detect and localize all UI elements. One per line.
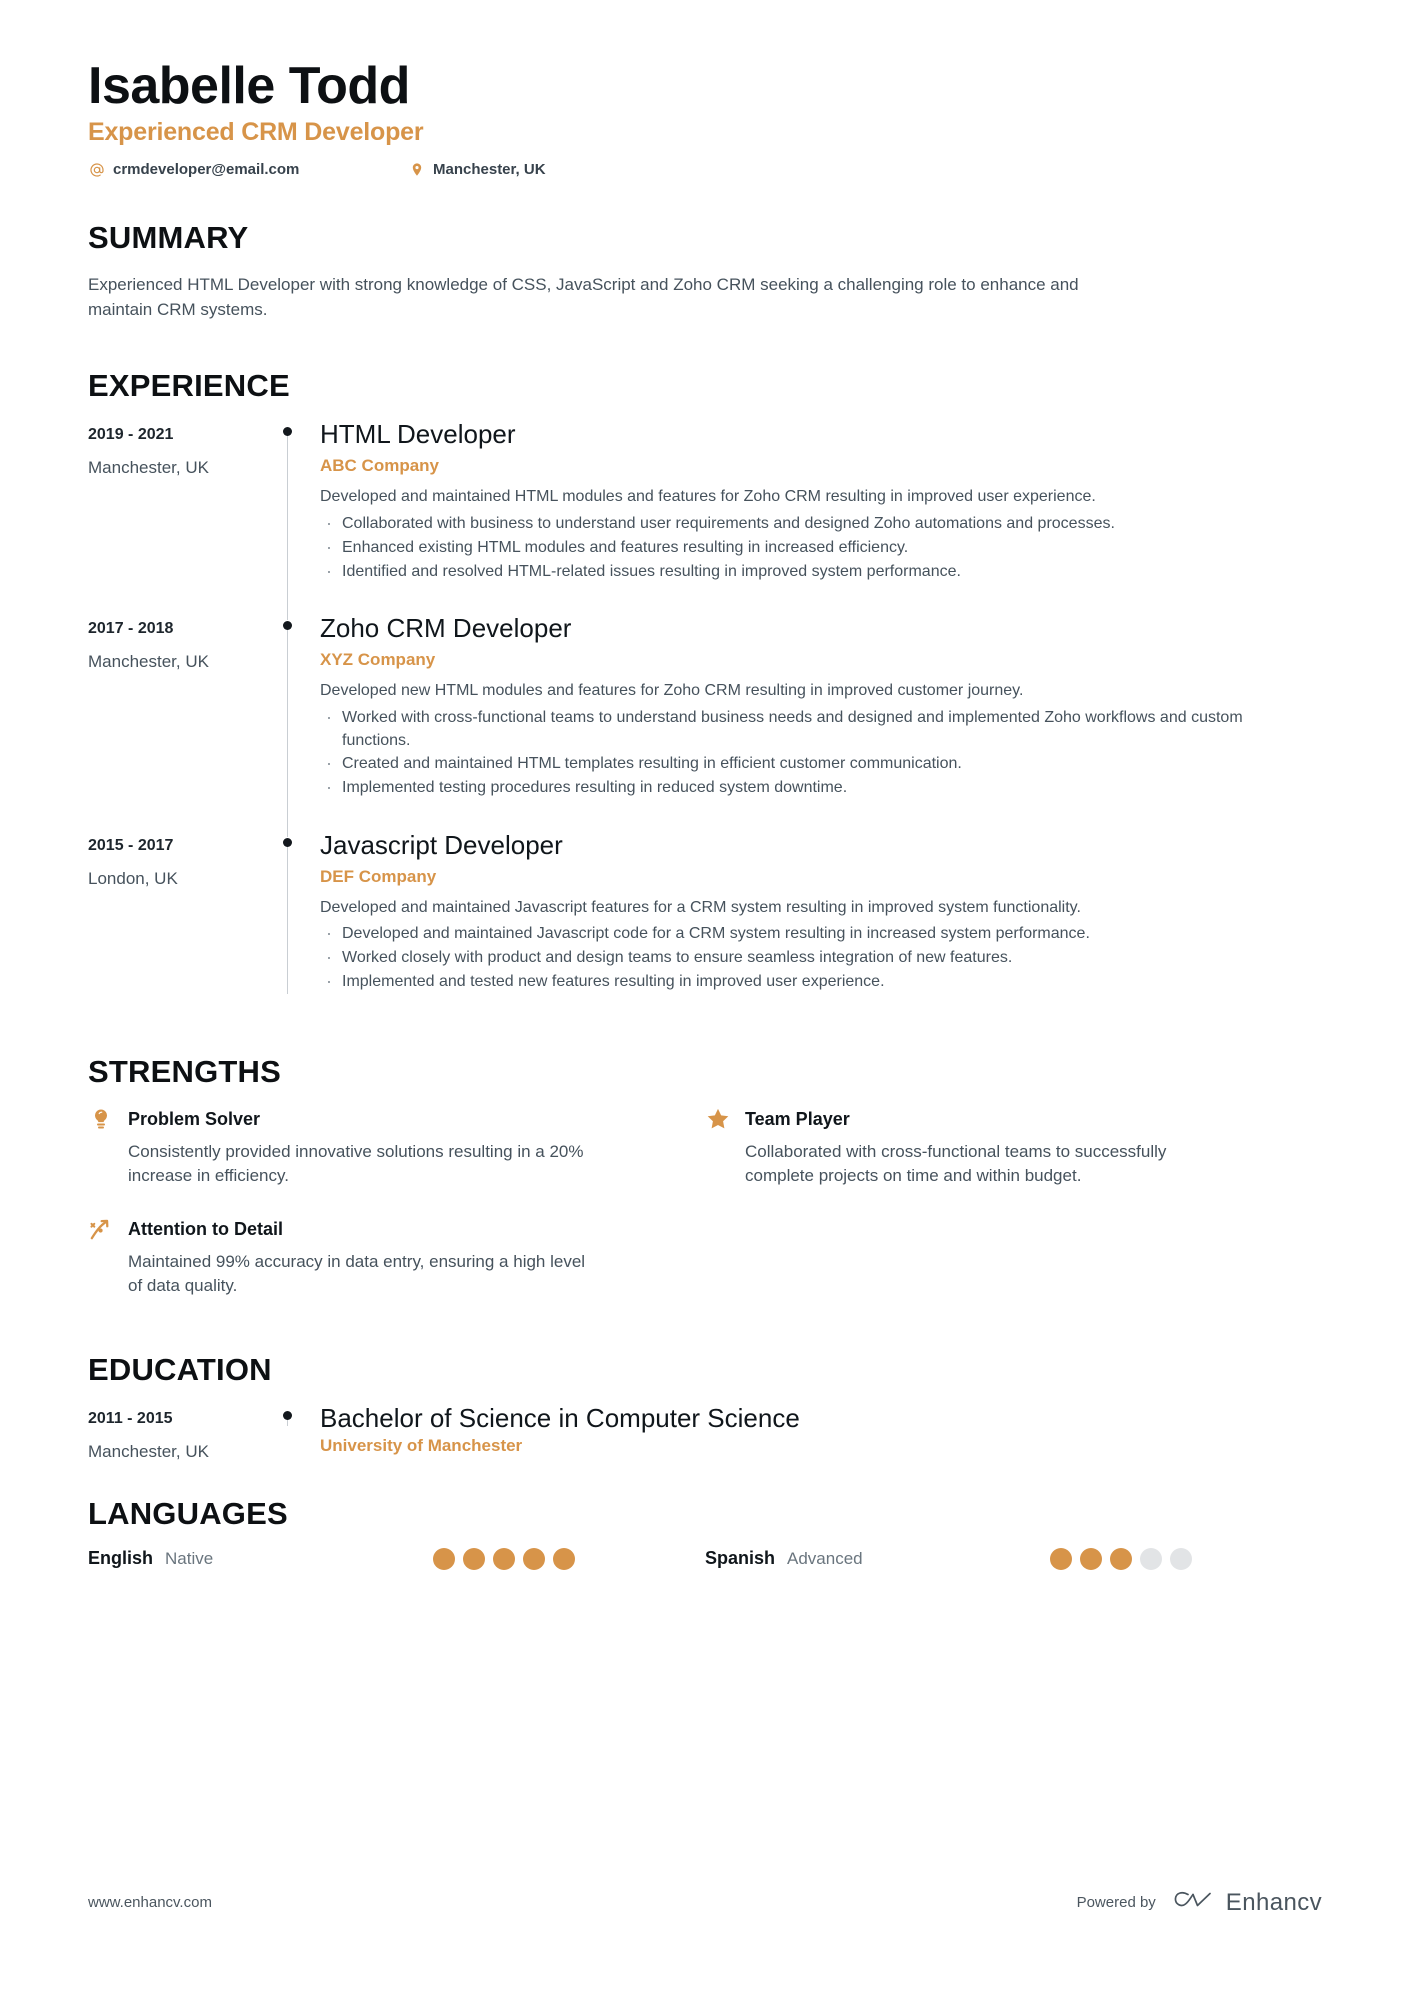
- entry-location: London, UK: [88, 868, 178, 888]
- strength-description: Collaborated with cross-functional teams to successfully complete projects on time and within budget.: [745, 1142, 1167, 1186]
- proficiency-dot-filled: [433, 1548, 455, 1570]
- entry-dates: 2017 - 2018: [88, 620, 174, 638]
- contact-location: [408, 161, 546, 178]
- footer-branding: [1077, 1888, 1322, 1917]
- entry-location: Manchester, UK: [88, 1441, 209, 1461]
- experience-company: ABC Company: [320, 456, 440, 476]
- experience-entry: [88, 831, 1322, 1025]
- proficiency-dot-empty: [1140, 1548, 1162, 1570]
- timeline-line: [287, 622, 288, 836]
- language-name: English: [88, 1548, 154, 1569]
- proficiency-dot-filled: [463, 1548, 485, 1570]
- experience-role: Javascript Developer: [320, 829, 563, 860]
- experience-bullet: · Enhanced existing HTML modules and features resulting in increased efficiency.: [320, 537, 1292, 560]
- summary-section-title: SUMMARY: [88, 220, 249, 256]
- experience-bullet: · Implemented testing procedures resulting in reduced system downtime.: [320, 777, 1292, 800]
- page-footer: [88, 1888, 1322, 1917]
- strength-description: Maintained 99% accuracy in data entry, ensuring a high level of data quality.: [128, 1252, 586, 1295]
- timeline-dot: [283, 1411, 292, 1420]
- experience-bullet: · Developed and maintained Javascript code for a CRM system resulting in increased system performance.: [320, 923, 1292, 946]
- experience-bullet-list: [320, 923, 1322, 993]
- entry-meta: [88, 1404, 278, 1466]
- entry-meta: [88, 831, 278, 1025]
- enhancv-brand: [1170, 1888, 1322, 1917]
- entry-meta: [88, 420, 278, 614]
- experience-list: [88, 420, 1322, 1024]
- language-item: [88, 1548, 705, 1570]
- powered-by-label: Powered by: [1076, 1894, 1156, 1911]
- language-proficiency-dots: [1050, 1548, 1322, 1570]
- experience-section-title: EXPERIENCE: [88, 368, 290, 404]
- strengths-section: [88, 1054, 1322, 1325]
- experience-company: XYZ Company: [320, 650, 436, 670]
- entry-location: Manchester, UK: [88, 458, 209, 478]
- entry-dates: 2015 - 2017: [88, 836, 174, 854]
- footer-website-url[interactable]: www.enhancv.com: [88, 1894, 212, 1911]
- summary-text: Experienced HTML Developer with strong knowledge of CSS, JavaScript and Zoho CRM seeking a challenging role to enhance and maintain CRM systems.: [88, 275, 1079, 320]
- resume-header: [88, 58, 1322, 178]
- experience-bullet: · Collaborated with business to understand user requirements and designed Zoho automations and processes.: [320, 513, 1292, 536]
- education-section-title: EDUCATION: [88, 1351, 272, 1387]
- strength-item: [88, 1106, 705, 1188]
- experience-bullet-list: [320, 513, 1322, 583]
- experience-bullet-list: [320, 707, 1322, 800]
- strength-header: [88, 1216, 665, 1242]
- trajectory-arrow-icon: [88, 1216, 114, 1242]
- entry-body: [320, 831, 1322, 1025]
- strengths-list: [88, 1106, 1322, 1325]
- experience-bullet: · Implemented and tested new features resulting in improved user experience.: [320, 971, 1292, 994]
- at-email-icon: [88, 161, 105, 178]
- strengths-section-title: STRENGTHS: [88, 1054, 281, 1090]
- experience-bullet: · Worked with cross-functional teams to understand business needs and designed and implemented Zoho workflows and custom functions.: [320, 707, 1292, 752]
- entry-meta: [88, 614, 278, 830]
- strength-title: Problem Solver: [128, 1108, 261, 1129]
- candidate-name: Isabelle Todd: [88, 57, 410, 115]
- education-entry: [88, 1404, 1322, 1466]
- language-name: Spanish: [705, 1548, 776, 1569]
- experience-description: Developed new HTML modules and features for Zoho CRM resulting in improved customer journey.: [320, 682, 1024, 700]
- education-degree: Bachelor of Science in Computer Science: [320, 1402, 800, 1433]
- education-list: [88, 1404, 1322, 1466]
- candidate-job-title: Experienced CRM Developer: [88, 118, 424, 147]
- education-section: [88, 1352, 1322, 1466]
- star-icon: [705, 1106, 731, 1132]
- strength-item: [88, 1216, 705, 1298]
- timeline-line: [287, 428, 288, 620]
- entry-body: [320, 420, 1322, 614]
- contact-row: [88, 161, 1322, 178]
- strength-item: [705, 1106, 1322, 1188]
- proficiency-dot-filled: [523, 1548, 545, 1570]
- entry-dates: 2019 - 2021: [88, 426, 174, 444]
- experience-company: DEF Company: [320, 866, 437, 886]
- proficiency-dot-filled: [1110, 1548, 1132, 1570]
- summary-section: [88, 220, 1322, 322]
- languages-section-title: LANGUAGES: [88, 1495, 288, 1531]
- experience-entry: [88, 420, 1322, 614]
- strength-description: Consistently provided innovative solutions resulting in a 20% increase in efficiency.: [128, 1142, 584, 1186]
- experience-role: Zoho CRM Developer: [320, 613, 572, 644]
- proficiency-dot-empty: [1170, 1548, 1192, 1570]
- entry-body: [320, 614, 1322, 830]
- timeline-marker: [278, 614, 320, 830]
- language-level: Native: [165, 1548, 214, 1568]
- experience-role: HTML Developer: [320, 419, 516, 450]
- timeline-line: [287, 839, 288, 995]
- experience-description: Developed and maintained Javascript features for a CRM system resulting in improved system functionality.: [320, 898, 1081, 916]
- location-pin-icon: [408, 161, 425, 178]
- contact-location-text: Manchester, UK: [433, 161, 546, 179]
- proficiency-dot-filled: [553, 1548, 575, 1570]
- languages-section: [88, 1496, 1322, 1570]
- proficiency-dot-filled: [1080, 1548, 1102, 1570]
- timeline-dot: [283, 621, 292, 630]
- proficiency-dot-filled: [493, 1548, 515, 1570]
- enhancv-brand-name: Enhancv: [1225, 1888, 1322, 1916]
- entry-dates: 2011 - 2015: [88, 1409, 173, 1427]
- experience-bullet: · Identified and resolved HTML-related issues resulting in improved system performance.: [320, 561, 1292, 584]
- experience-entry: [88, 614, 1322, 830]
- language-level: Advanced: [787, 1548, 863, 1568]
- timeline-marker: [278, 1404, 320, 1466]
- strength-title: Attention to Detail: [128, 1218, 283, 1239]
- timeline-dot: [283, 838, 292, 847]
- education-school: University of Manchester: [320, 1435, 523, 1455]
- timeline-dot: [283, 427, 292, 436]
- contact-email[interactable]: [88, 161, 408, 178]
- strength-header: [705, 1106, 1282, 1132]
- enhancv-logo-icon: [1170, 1888, 1216, 1917]
- experience-bullet: · Created and maintained HTML templates resulting in efficient customer communication.: [320, 753, 1292, 776]
- entry-location: Manchester, UK: [88, 652, 209, 672]
- lightbulb-icon: [88, 1106, 114, 1132]
- languages-list: [88, 1548, 1322, 1570]
- experience-description: Developed and maintained HTML modules and features for Zoho CRM resulting in improved user experience.: [320, 488, 1096, 506]
- strength-title: Team Player: [745, 1108, 850, 1129]
- strength-header: [88, 1106, 665, 1132]
- experience-section: [88, 368, 1322, 1024]
- contact-email-text: crmdeveloper@email.com: [113, 161, 300, 179]
- experience-bullet: · Worked closely with product and design teams to ensure seamless integration of new features.: [320, 947, 1292, 970]
- language-item: [705, 1548, 1322, 1570]
- timeline-marker: [278, 420, 320, 614]
- proficiency-dot-filled: [1050, 1548, 1072, 1570]
- timeline-marker: [278, 831, 320, 1025]
- language-proficiency-dots: [433, 1548, 705, 1570]
- entry-body: [320, 1404, 1322, 1466]
